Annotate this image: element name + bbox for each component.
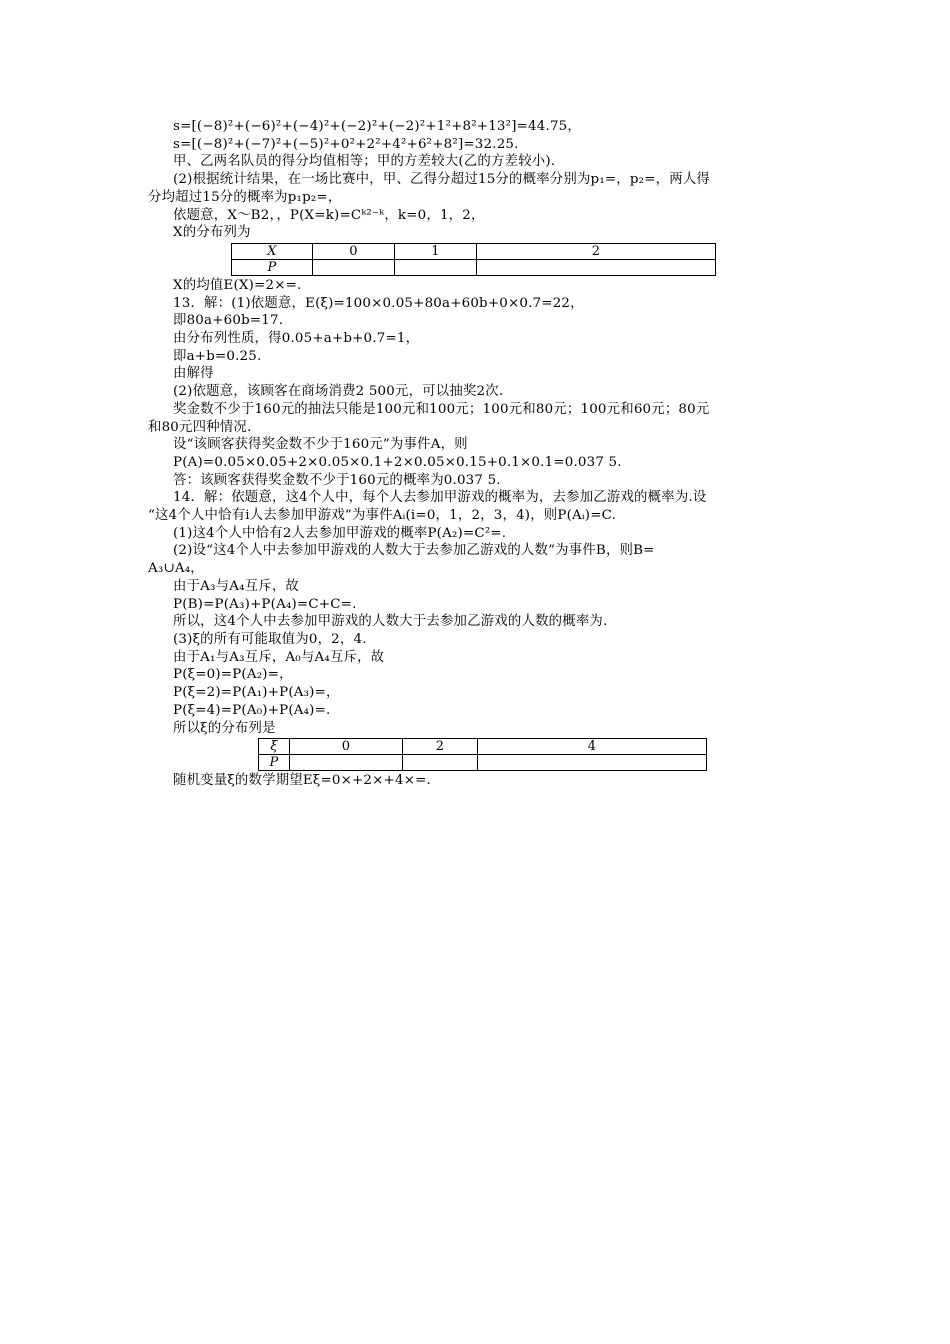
text-line: “这4个人中恰有i人去参加甲游戏”为事件Aᵢ(i=0，1，2，3，4)，则P(Aᵢ)=C.: [148, 508, 617, 524]
table-header-cell: 2: [403, 739, 478, 755]
text-line: (3)ξ的所有可能取值为0，2，4.: [173, 631, 367, 647]
text-line: 14．解：依题意，这4个人中，每个人去参加甲游戏的概率为，去参加乙游戏的概率为.设: [173, 490, 707, 506]
text-line: 依题意，X～B2，，P(X=k)=Cᵏ²⁻ᵏ，k=0，1，2，: [173, 207, 485, 223]
table-cell: [395, 259, 477, 275]
distribution-table-xi: [258, 738, 707, 771]
table-header-cell: 4: [478, 739, 707, 755]
text-line: 所以，这4个人中去参加甲游戏的人数大于去参加乙游戏的人数的概率为.: [173, 614, 608, 630]
text-line: 由解得: [173, 366, 214, 382]
table-row: [259, 755, 707, 771]
table-header-cell: 2: [477, 243, 716, 259]
text-line: X的均值E(X)=2×=.: [173, 277, 302, 293]
text-line: 即80a+60b=17.: [173, 313, 284, 329]
table-row: [232, 243, 716, 259]
text-line: 分均超过15分的概率为p₁p₂=，: [148, 189, 342, 205]
text-line: A₃∪A₄，: [148, 561, 204, 577]
text-line: 设“该顾客获得奖金数不少于160元”为事件A，则: [173, 437, 468, 453]
text-line: P(A)=0.05×0.05+2×0.05×0.1+2×0.05×0.15+0.1×0.1=0.037 5.: [173, 454, 622, 470]
table-row: [259, 739, 707, 755]
table-cell: [477, 259, 716, 275]
text-line: s=[(−8)²+(−6)²+(−4)²+(−2)²+(−2)²+1²+8²+13²]=44.75，: [173, 119, 581, 134]
table-cell: [403, 755, 478, 771]
text-line: 由于A₃与A₄互斥，故: [173, 578, 300, 594]
table-row-label: P: [259, 755, 290, 771]
table-header-cell: 0: [290, 739, 403, 755]
text-line: 和80元四种情况.: [148, 419, 252, 435]
distribution-table-x: [231, 243, 716, 276]
solution-document: [148, 118, 816, 790]
text-line: 13．解：(1)依题意，E(ξ)=100×0.05+80a+60b+0×0.7=22，: [173, 295, 584, 311]
text-line: X的分布列为: [173, 225, 251, 241]
text-line: 随机变量ξ的数学期望Eξ=0×+2×+4×=.: [173, 773, 431, 789]
text-line: 即a+b=0.25.: [173, 348, 262, 364]
text-line: 奖金数不少于160元的抽法只能是100元和100元；100元和80元；100元和60元；80元: [173, 401, 710, 417]
text-line: 由于A₁与A₃互斥，A₀与A₄互斥，故: [173, 649, 385, 665]
text-line: 答：该顾客获得奖金数不少于160元的概率为0.037 5.: [173, 472, 501, 488]
table-header-cell: ξ: [259, 739, 290, 755]
table-cell: [313, 259, 395, 275]
text-line: s=[(−8)²+(−7)²+(−5)²+0²+2²+4²+6²+8²]=32.25.: [173, 136, 519, 152]
text-line: (1)这4个人中恰有2人去参加甲游戏的概率P(A₂)=C²=.: [173, 525, 507, 541]
table-row: [232, 259, 716, 275]
table-header-cell: X: [232, 243, 313, 259]
text-line: P(B)=P(A₃)+P(A₄)=C+C=.: [173, 596, 357, 612]
text-line: (2)根据统计结果，在一场比赛中，甲、乙得分超过15分的概率分别为p₁=，p₂=，两人得: [173, 172, 711, 188]
text-line: (2)设“这4个人中去参加甲游戏的人数大于去参加乙游戏的人数”为事件B，则B=: [173, 543, 655, 559]
text-line: 甲、乙两名队员的得分均值相等；甲的方差较大(乙的方差较小).: [173, 154, 556, 170]
text-line: P(ξ=4)=P(A₀)+P(A₄)=.: [173, 702, 331, 718]
table-header-cell: 0: [313, 243, 395, 259]
text-line: (2)依题意，该顾客在商场消费2 500元，可以抽奖2次.: [173, 384, 504, 400]
text-line: 所以ξ的分布列是: [173, 720, 276, 736]
text-line: P(ξ=2)=P(A₁)+P(A₃)=，: [173, 685, 340, 701]
text-line: P(ξ=0)=P(A₂)=，: [173, 667, 293, 683]
text-line: 由分布列性质，得0.05+a+b+0.7=1，: [173, 331, 420, 347]
table-row-label: P: [232, 259, 313, 275]
table-header-cell: 1: [395, 243, 477, 259]
table-cell: [478, 755, 707, 771]
table-cell: [290, 755, 403, 771]
